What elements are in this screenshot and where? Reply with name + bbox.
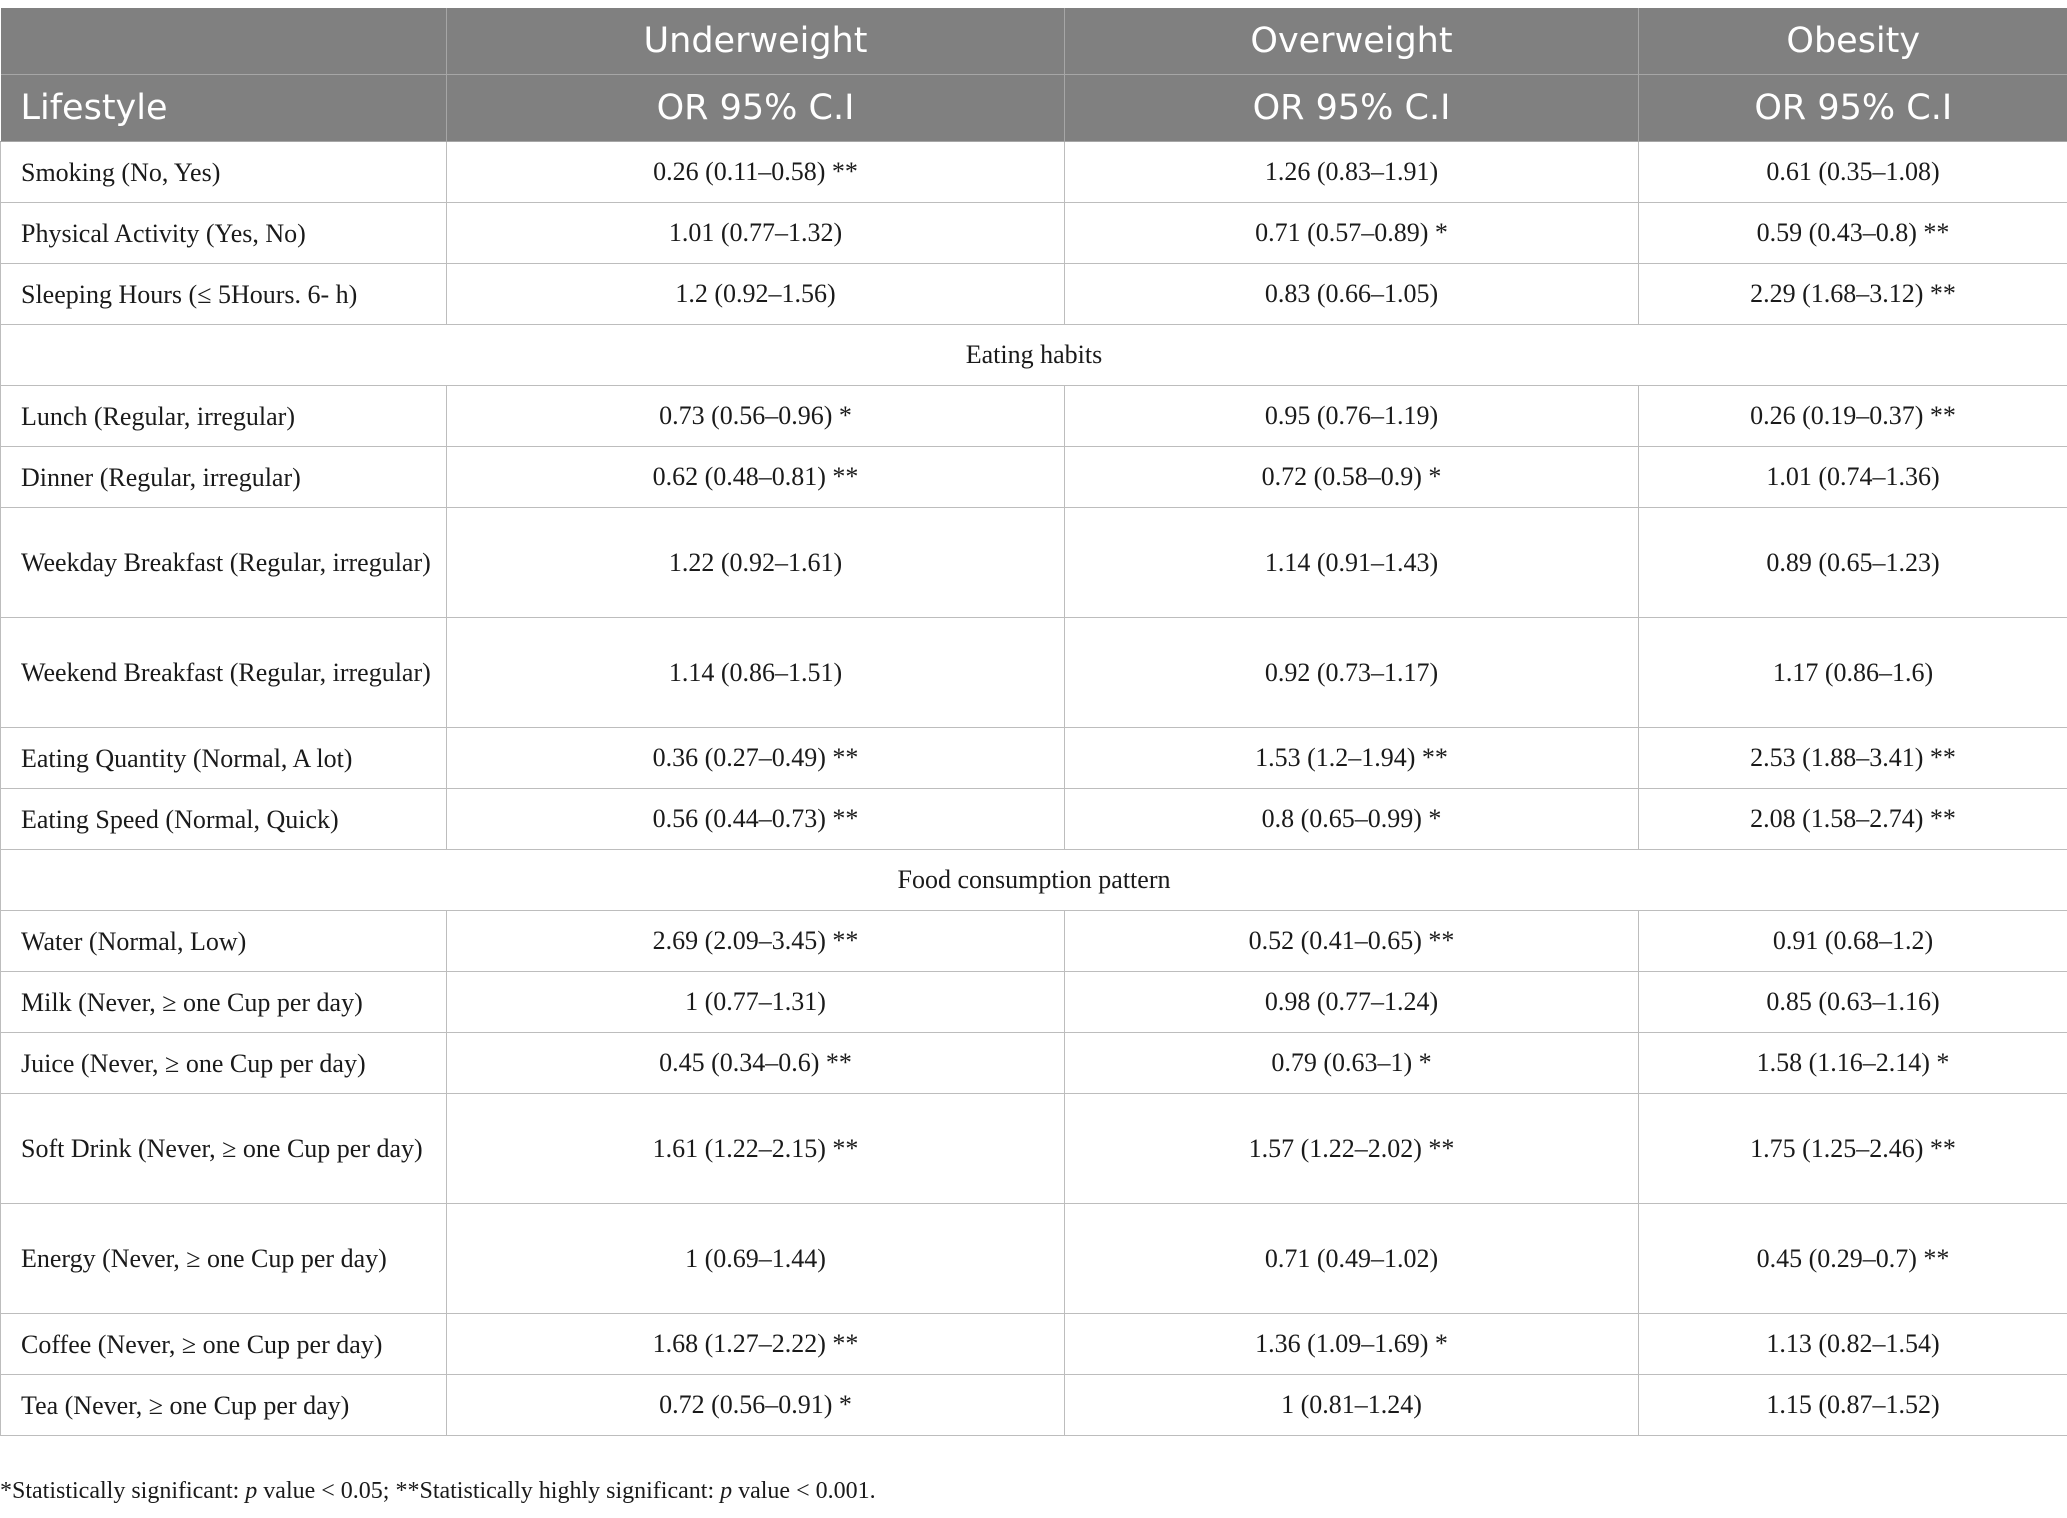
row-label: Tea (Never, ≥ one Cup per day) [1,1375,447,1436]
obesity-value: 0.89 (0.65–1.23) [1639,508,2067,618]
overweight-value: 1.14 (0.91–1.43) [1065,508,1639,618]
odds-ratio-table [0,8,2067,1436]
underweight-value: 0.36 (0.27–0.49) ** [447,728,1065,789]
table-row [1,142,2067,203]
row-label: Smoking (No, Yes) [1,142,447,203]
overweight-value: 1.26 (0.83–1.91) [1065,142,1639,203]
row-label: Eating Quantity (Normal, A lot) [1,728,447,789]
underweight-value: 1.2 (0.92–1.56) [447,264,1065,325]
row-label: Water (Normal, Low) [1,911,447,972]
header-row-measures [1,75,2067,142]
underweight-value: 1 (0.77–1.31) [447,972,1065,1033]
table-row [1,447,2067,508]
overweight-value: 1.36 (1.09–1.69) * [1065,1314,1639,1375]
obesity-value: 0.59 (0.43–0.8) ** [1639,203,2067,264]
table-row [1,728,2067,789]
underweight-value: 0.72 (0.56–0.91) * [447,1375,1065,1436]
row-label: Milk (Never, ≥ one Cup per day) [1,972,447,1033]
obesity-value: 0.91 (0.68–1.2) [1639,911,2067,972]
obesity-value: 2.29 (1.68–3.12) ** [1639,264,2067,325]
obesity-value: 1.75 (1.25–2.46) ** [1639,1094,2067,1204]
underweight-value: 0.62 (0.48–0.81) ** [447,447,1065,508]
underweight-value: 1.68 (1.27–2.22) ** [447,1314,1065,1375]
section-title: Eating habits [1,325,2067,386]
table-row [1,789,2067,850]
overweight-value: 0.83 (0.66–1.05) [1065,264,1639,325]
obesity-value: 0.26 (0.19–0.37) ** [1639,386,2067,447]
overweight-value: 1.53 (1.2–1.94) ** [1065,728,1639,789]
odds-ratio-table-container [0,8,2067,1436]
overweight-value: 0.8 (0.65–0.99) * [1065,789,1639,850]
underweight-value: 1.61 (1.22–2.15) ** [447,1094,1065,1204]
header-overweight: Overweight [1065,8,1639,75]
obesity-value: 1.58 (1.16–2.14) * [1639,1033,2067,1094]
row-label: Juice (Never, ≥ one Cup per day) [1,1033,447,1094]
footnote-text-3: value < 0.001. [732,1478,876,1504]
header-or-ci-underweight: OR 95% C.I [447,75,1065,142]
row-label: Coffee (Never, ≥ one Cup per day) [1,1314,447,1375]
obesity-value: 1.01 (0.74–1.36) [1639,447,2067,508]
table-row [1,1375,2067,1436]
footnote-text-2: value < 0.05; **Statistically highly significant: [257,1478,721,1504]
overweight-value: 0.95 (0.76–1.19) [1065,386,1639,447]
table-row [1,1094,2067,1204]
row-label: Lunch (Regular, irregular) [1,386,447,447]
obesity-value: 0.45 (0.29–0.7) ** [1639,1204,2067,1314]
row-label: Weekday Breakfast (Regular, irregular) [1,508,447,618]
overweight-value: 0.71 (0.49–1.02) [1065,1204,1639,1314]
section-row [1,325,2067,386]
underweight-value: 0.45 (0.34–0.6) ** [447,1033,1065,1094]
overweight-value: 0.98 (0.77–1.24) [1065,972,1639,1033]
overweight-value: 1 (0.81–1.24) [1065,1375,1639,1436]
row-label: Sleeping Hours (≤ 5Hours. 6- h) [1,264,447,325]
overweight-value: 0.92 (0.73–1.17) [1065,618,1639,728]
obesity-value: 1.15 (0.87–1.52) [1639,1375,2067,1436]
row-label: Energy (Never, ≥ one Cup per day) [1,1204,447,1314]
overweight-value: 0.72 (0.58–0.9) * [1065,447,1639,508]
section-title: Food consumption pattern [1,850,2067,911]
table-row [1,1314,2067,1375]
obesity-value: 0.61 (0.35–1.08) [1639,142,2067,203]
overweight-value: 0.52 (0.41–0.65) ** [1065,911,1639,972]
underweight-value: 1.14 (0.86–1.51) [447,618,1065,728]
table-row [1,264,2067,325]
overweight-value: 1.57 (1.22–2.02) ** [1065,1094,1639,1204]
underweight-value: 0.73 (0.56–0.96) * [447,386,1065,447]
underweight-value: 1 (0.69–1.44) [447,1204,1065,1314]
table-row [1,1033,2067,1094]
overweight-value: 0.79 (0.63–1) * [1065,1033,1639,1094]
header-underweight: Underweight [447,8,1065,75]
row-label: Physical Activity (Yes, No) [1,203,447,264]
underweight-value: 1.22 (0.92–1.61) [447,508,1065,618]
table-row [1,618,2067,728]
table-row [1,203,2067,264]
obesity-value: 0.85 (0.63–1.16) [1639,972,2067,1033]
header-or-ci-overweight: OR 95% C.I [1065,75,1639,142]
row-label: Weekend Breakfast (Regular, irregular) [1,618,447,728]
overweight-value: 0.71 (0.57–0.89) * [1065,203,1639,264]
table-header [1,8,2067,142]
table-row [1,972,2067,1033]
row-label: Dinner (Regular, irregular) [1,447,447,508]
table-body [1,142,2067,1436]
header-or-ci-obesity: OR 95% C.I [1639,75,2067,142]
footnote-p-1: p [245,1478,258,1504]
footnote-text-1: *Statistically significant: [0,1478,246,1504]
underweight-value: 0.56 (0.44–0.73) ** [447,789,1065,850]
table-row [1,386,2067,447]
header-obesity: Obesity [1639,8,2067,75]
underweight-value: 1.01 (0.77–1.32) [447,203,1065,264]
header-cell-blank [1,8,447,75]
table-row [1,911,2067,972]
table-row [1,508,2067,618]
row-label: Soft Drink (Never, ≥ one Cup per day) [1,1094,447,1204]
section-row [1,850,2067,911]
row-label: Eating Speed (Normal, Quick) [1,789,447,850]
header-lifestyle: Lifestyle [1,75,447,142]
table-footnote [0,1478,876,1505]
table-row [1,1204,2067,1314]
footnote-p-2: p [720,1478,733,1504]
obesity-value: 1.17 (0.86–1.6) [1639,618,2067,728]
underweight-value: 2.69 (2.09–3.45) ** [447,911,1065,972]
obesity-value: 1.13 (0.82–1.54) [1639,1314,2067,1375]
underweight-value: 0.26 (0.11–0.58) ** [447,142,1065,203]
obesity-value: 2.08 (1.58–2.74) ** [1639,789,2067,850]
obesity-value: 2.53 (1.88–3.41) ** [1639,728,2067,789]
header-row-categories [1,8,2067,75]
